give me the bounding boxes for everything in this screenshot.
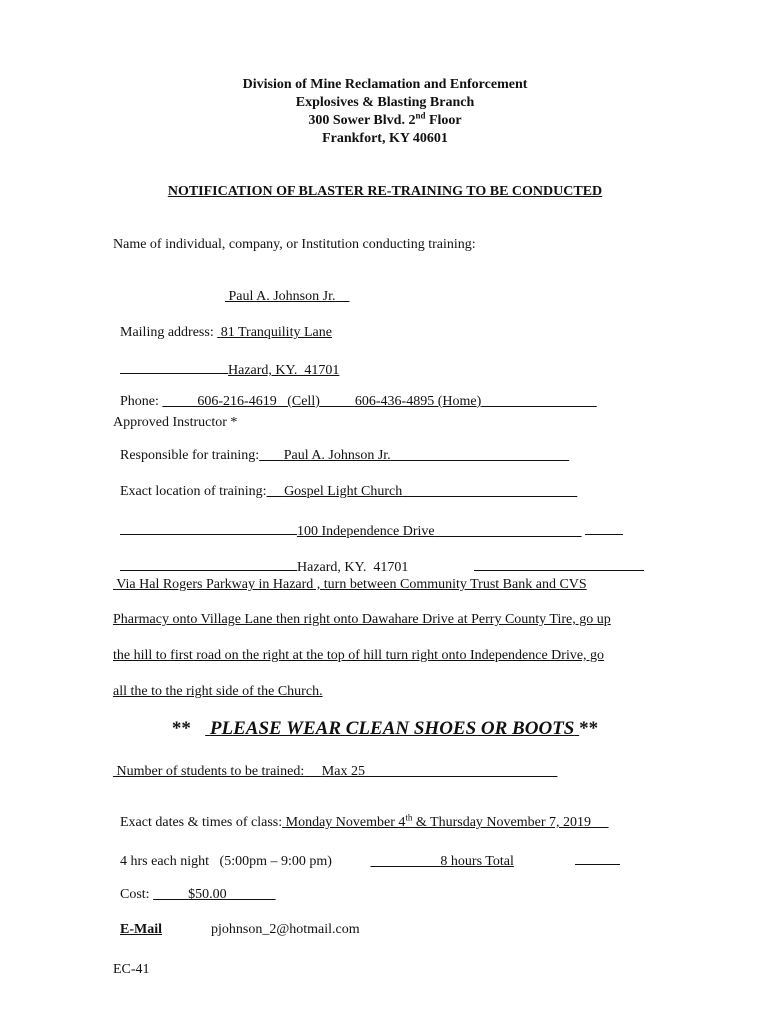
cost-value: $50.00: [188, 887, 227, 902]
city-state-zip: Frankfort, KY 40601: [322, 131, 448, 146]
ordinal-suffix: nd: [415, 110, 426, 121]
hours-text: 4 hrs each night (5:00pm – 9:00 pm): [120, 854, 332, 869]
blank-line: [120, 520, 297, 535]
blank-line: [585, 520, 623, 535]
location-line3-row: [113, 540, 644, 576]
location-line2: 100 Independence Drive: [297, 524, 435, 539]
hours-total: 8 hours Total: [440, 854, 514, 869]
street-address-main: 300 Sower Blvd. 2: [308, 113, 416, 128]
page-title: NOTIFICATION OF BLASTER RE-TRAINING TO BE CONDUCTED: [167, 184, 603, 199]
students-label: Number of students to be trained:: [116, 764, 305, 779]
street-address: [0, 112, 770, 130]
mailing-label: Mailing address:: [120, 325, 214, 340]
directions-line: all the to the right side of the Church.: [113, 684, 323, 699]
location-line2-row: [113, 504, 623, 540]
mailing-address-line2-row: [113, 343, 339, 379]
phone-label: Phone:: [120, 394, 159, 409]
dates-value: Monday November 4th & Thursday November 7, 2019: [285, 812, 592, 830]
phone-row: [113, 378, 597, 410]
directions-line: Via Hal Rogers Parkway in Hazard , turn between Community Trust Bank and CVS: [116, 577, 587, 592]
mailing-line1: 81 Tranquility Lane: [220, 325, 332, 340]
mailing-line2: Hazard, KY. 41701: [228, 363, 340, 378]
cost-row: [113, 871, 276, 903]
email-label: E-Mail: [120, 922, 162, 937]
mailing-address-row: [113, 309, 332, 341]
directions-line: the hill to first road on the right at the top of hill turn right onto Independence Drive, go: [113, 648, 605, 663]
location-line1: Gospel Light Church: [284, 484, 403, 499]
location-row: [113, 468, 577, 500]
location-label: Exact location of training:: [120, 484, 267, 499]
notice-stars-right: **: [579, 718, 599, 739]
phone-value: 606-216-4619 (Cell) 606-436-4895 (Home): [197, 394, 482, 409]
dates-row: [113, 799, 609, 831]
instructor-row: [113, 432, 569, 464]
email-value: pjohnson_2@hotmail.com: [211, 922, 360, 937]
students-value: Max 25: [321, 764, 365, 779]
blank-line: [575, 850, 620, 865]
blank-line: [120, 359, 228, 374]
branch-name: Explosives & Blasting Branch: [295, 95, 475, 110]
instructor-value: Paul A. Johnson Jr.: [283, 448, 391, 463]
shoe-notice: [0, 718, 770, 740]
cost-label: Cost:: [120, 887, 150, 902]
students-row: [113, 764, 557, 780]
email-row: [113, 906, 360, 938]
dates-label: Exact dates & times of class:: [120, 815, 283, 830]
directions-line: Pharmacy onto Village Lane then right onto Dawahare Drive at Perry County Tire, go up: [113, 612, 611, 627]
street-address-floor: Floor: [425, 113, 462, 128]
blank-line: [120, 556, 297, 571]
location-line3: Hazard, KY. 41701: [297, 560, 409, 575]
agency-name: Division of Mine Reclamation and Enforcement: [242, 77, 528, 92]
hours-row: [113, 834, 620, 870]
instructor-label-line1: Approved Instructor *: [113, 415, 238, 430]
instructor-label: Responsible for training:: [120, 448, 260, 463]
name-label: Name of individual, company, or Institution conducting training:: [113, 237, 476, 252]
notice-stars-left: **: [171, 718, 191, 739]
name-field: [218, 273, 349, 305]
blank-line: [474, 556, 644, 571]
notice-text: PLEASE WEAR CLEAN SHOES OR BOOTS: [209, 718, 575, 739]
form-code: EC-41: [113, 962, 150, 977]
name-value: Paul A. Johnson Jr.: [228, 289, 336, 304]
